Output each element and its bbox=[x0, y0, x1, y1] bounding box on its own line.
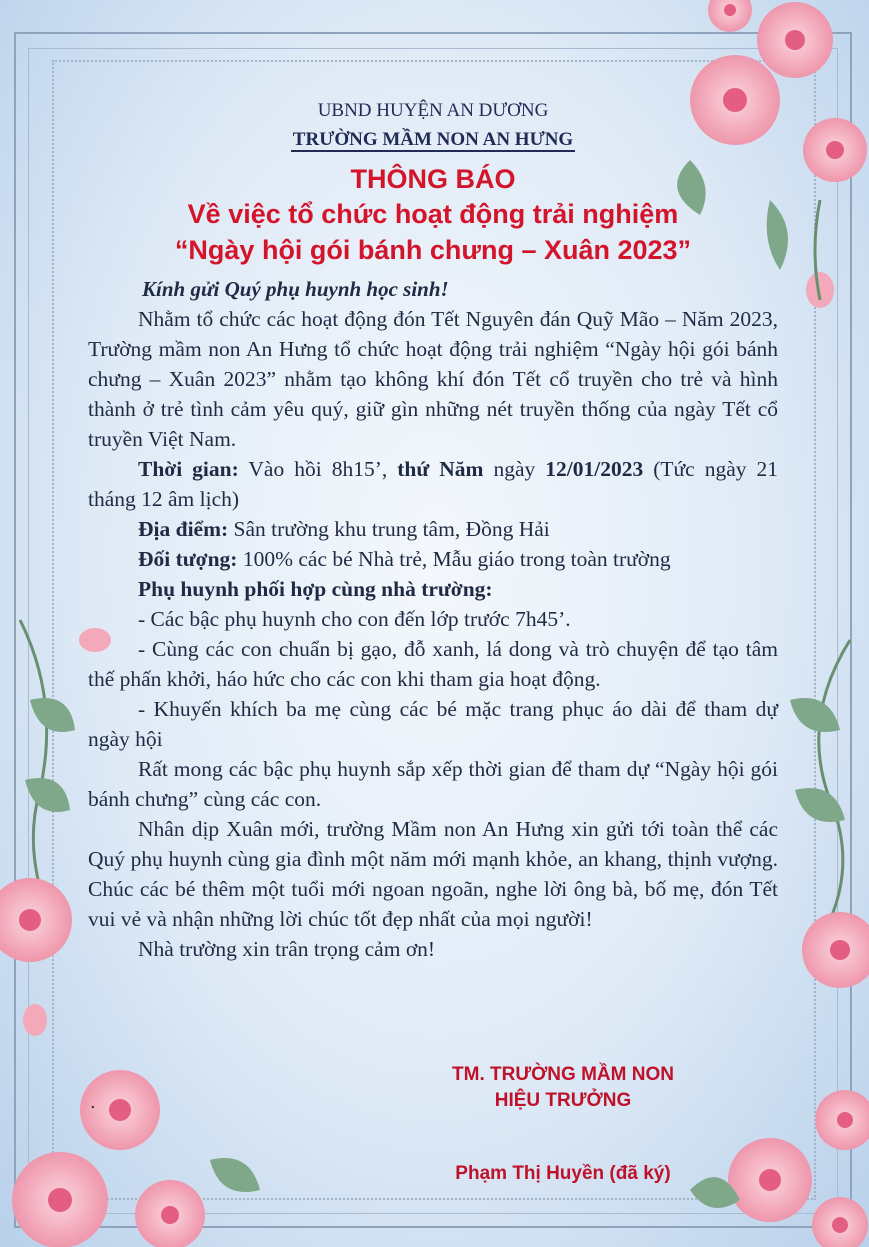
signature-block bbox=[388, 1160, 738, 1188]
event-name: “Ngày hội gói bánh chưng – Xuân 2023” bbox=[174, 235, 692, 265]
notice-title: THÔNG BÁO bbox=[350, 164, 516, 194]
time-text-2: ngày bbox=[483, 457, 546, 481]
time-lunar: (Tức ngày 21 tháng 12 âm lịch) bbox=[88, 457, 778, 511]
attend-paragraph: Rất mong các bậc phụ huynh sắp xếp thời gian để tham dự “Ngày hội gói bánh chưng” cùng các con. bbox=[88, 757, 778, 811]
intro-paragraph: Nhằm tổ chức các hoạt động đón Tết Nguyên đán Quỹ Mão – Năm 2023, Trường mầm non An Hưng tổ chức hoạt động trải nghiệm “Ngày hội gói bánh chưng – Xuân 2023” nhằm tạo không khí đón Tết cổ truyền cho trẻ và hình thành ở trẻ tình cảm yêu quý, giữ gìn những nét truyền thống của ngày Tết cổ truyền Việt Nam. bbox=[88, 307, 778, 451]
thanks-paragraph: Nhà trường xin trân trọng cảm ơn! bbox=[138, 937, 436, 961]
coop-item-2: - Cùng các con chuẩn bị gạo, đỗ xanh, lá dong và trò chuyện để tạo tâm thế phấn khởi, háo hức cho các con khi tham gia hoạt động. bbox=[88, 637, 778, 691]
flower-bud-icon bbox=[806, 272, 834, 308]
time-text: Vào hồi 8h15’, bbox=[238, 457, 398, 481]
signed-note: (đã ký) bbox=[604, 1163, 671, 1184]
target-paragraph bbox=[88, 544, 778, 574]
notice-subject: Về việc tổ chức hoạt động trải nghiệm bbox=[187, 199, 679, 229]
notice-content bbox=[88, 96, 778, 964]
signer-name: Phạm Thị Huyền bbox=[455, 1163, 605, 1184]
leaf-icon bbox=[795, 788, 845, 822]
coop-label: Phụ huynh phối hợp cùng nhà trường: bbox=[138, 577, 493, 601]
signature-position: HIỆU TRƯỞNG bbox=[494, 1090, 632, 1111]
leaf-icon bbox=[210, 1158, 260, 1192]
time-date: 12/01/2023 bbox=[545, 457, 644, 481]
stray-mark: . bbox=[90, 1092, 96, 1113]
place-paragraph bbox=[88, 514, 778, 544]
flower-icon bbox=[757, 2, 833, 78]
signature-org: TM. TRƯỜNG MẦM NON bbox=[452, 1064, 674, 1085]
coop-heading bbox=[88, 574, 778, 604]
flower-icon bbox=[803, 118, 867, 182]
greeting: Kính gửi Quý phụ huynh học sinh! bbox=[142, 277, 449, 301]
coop-item-1: - Các bậc phụ huynh cho con đến lớp trước 7h45’. bbox=[138, 607, 571, 631]
authority-header: UBND HUYỆN AN DƯƠNG bbox=[317, 100, 549, 121]
place-text: Sân trường khu trung tâm, Đồng Hải bbox=[228, 517, 550, 541]
target-text: 100% các bé Nhà trẻ, Mẫu giáo trong toàn trường bbox=[237, 547, 671, 571]
leaf-icon bbox=[790, 698, 840, 732]
coop-item-3: - Khuyến khích ba mẹ cùng các bé mặc trang phục áo dài để tham dự ngày hội bbox=[88, 697, 778, 751]
school-name: TRƯỜNG MẦM NON AN HƯNG bbox=[292, 129, 574, 150]
flower-icon bbox=[12, 1152, 108, 1247]
flower-icon bbox=[728, 1138, 812, 1222]
target-label: Đối tượng: bbox=[138, 547, 238, 571]
stem-icon bbox=[819, 640, 850, 940]
flower-icon bbox=[815, 1090, 869, 1150]
flower-icon bbox=[0, 878, 72, 962]
time-paragraph bbox=[88, 454, 778, 514]
flower-icon bbox=[135, 1180, 205, 1247]
leaf-icon bbox=[30, 698, 75, 732]
place-label: Địa điểm: bbox=[138, 517, 229, 541]
flower-bud-icon bbox=[23, 1004, 47, 1036]
flower-icon bbox=[708, 0, 752, 32]
leaf-icon bbox=[25, 778, 70, 812]
time-label: Thời gian: bbox=[138, 457, 239, 481]
wish-paragraph: Nhân dịp Xuân mới, trường Mầm non An Hưng xin gửi tới toàn thể các Quý phụ huynh cùng gia đình một năm mới mạnh khỏe, an khang, thịnh vượng. Chúc các bé thêm một tuổi mới ngoan ngoãn, nghe lời ông bà, bố mẹ, đón Tết vui vẻ và nhận những lời chúc tốt đẹp nhất của mọi người! bbox=[88, 817, 778, 931]
school-header bbox=[88, 126, 778, 154]
flower-icon bbox=[802, 912, 869, 988]
flower-icon bbox=[812, 1197, 868, 1247]
time-day: thứ Năm bbox=[397, 457, 484, 481]
